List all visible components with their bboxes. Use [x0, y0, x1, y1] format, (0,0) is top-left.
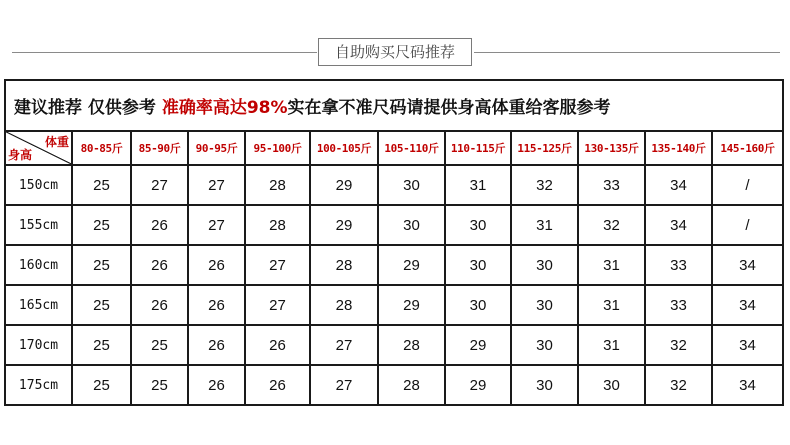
height-cell: 150cm [5, 165, 72, 205]
size-cell: 25 [131, 325, 188, 365]
size-cell: 27 [188, 205, 245, 245]
height-cell: 155cm [5, 205, 72, 245]
size-cell: 29 [310, 165, 378, 205]
table-row [5, 325, 783, 365]
size-cell: 28 [245, 205, 310, 245]
size-cell: 31 [578, 245, 645, 285]
size-cell: 30 [378, 205, 445, 245]
table-row [5, 165, 783, 205]
size-cell: 27 [188, 165, 245, 205]
height-cell: 170cm [5, 325, 72, 365]
size-cell: 27 [245, 245, 310, 285]
size-cell: 30 [445, 285, 511, 325]
size-cell: 26 [131, 205, 188, 245]
size-cell: 28 [310, 285, 378, 325]
size-cell: / [712, 165, 783, 205]
size-cell: 26 [188, 325, 245, 365]
size-cell: 28 [245, 165, 310, 205]
size-cell: 28 [378, 325, 445, 365]
weight-axis-label: 体重 [44, 135, 69, 149]
weight-header-cell: 105-110斤 [378, 131, 445, 165]
weight-header-cell: 100-105斤 [310, 131, 378, 165]
size-cell: 28 [378, 365, 445, 405]
weight-header-cell: 90-95斤 [188, 131, 245, 165]
size-cell: 26 [188, 245, 245, 285]
size-cell: 30 [578, 365, 645, 405]
title-divider-right [474, 52, 780, 53]
weight-header-cell: 145-160斤 [712, 131, 783, 165]
size-cell: 25 [72, 245, 131, 285]
size-cell: 31 [578, 325, 645, 365]
weight-header-cell: 80-85斤 [72, 131, 131, 165]
size-cell: 26 [131, 245, 188, 285]
page-title: 自助购买尺码推荐 [318, 38, 472, 66]
weight-header-row [5, 131, 783, 165]
banner-text: 建议推荐 仅供参考 [14, 98, 162, 118]
size-cell: 27 [245, 285, 310, 325]
size-cell: 26 [188, 285, 245, 325]
weight-header-cell: 85-90斤 [131, 131, 188, 165]
size-cell: 25 [72, 165, 131, 205]
size-cell: 31 [445, 165, 511, 205]
size-cell: 32 [578, 205, 645, 245]
size-cell: 30 [378, 165, 445, 205]
size-cell: 29 [378, 285, 445, 325]
height-axis-label: 身高 [8, 148, 33, 162]
size-cell: 29 [445, 325, 511, 365]
size-cell: 29 [445, 365, 511, 405]
size-cell: 34 [712, 245, 783, 285]
size-cell: 33 [645, 285, 712, 325]
size-cell: 34 [712, 325, 783, 365]
size-cell: 27 [310, 365, 378, 405]
size-cell: 29 [378, 245, 445, 285]
size-cell: 30 [445, 245, 511, 285]
size-cell: 30 [511, 325, 578, 365]
size-cell: 28 [310, 245, 378, 285]
size-cell: 30 [511, 245, 578, 285]
banner-accuracy: 准确率高达98% [161, 98, 288, 118]
size-cell: / [712, 205, 783, 245]
table-row [5, 365, 783, 405]
table-row [5, 245, 783, 285]
size-cell: 32 [645, 365, 712, 405]
title-divider-left [12, 52, 317, 53]
size-cell: 30 [445, 205, 511, 245]
height-cell: 165cm [5, 285, 72, 325]
weight-header-cell: 135-140斤 [645, 131, 712, 165]
size-cell: 25 [131, 365, 188, 405]
size-cell: 32 [511, 165, 578, 205]
size-cell: 30 [511, 365, 578, 405]
corner-header [5, 131, 72, 165]
size-cell: 26 [188, 365, 245, 405]
size-cell: 25 [72, 205, 131, 245]
weight-header-cell: 110-115斤 [445, 131, 511, 165]
size-cell: 25 [72, 285, 131, 325]
weight-header-cell: 95-100斤 [245, 131, 310, 165]
recommendation-banner [5, 80, 783, 131]
size-cell: 32 [645, 325, 712, 365]
size-cell: 26 [245, 325, 310, 365]
size-cell: 33 [645, 245, 712, 285]
size-cell: 34 [645, 205, 712, 245]
size-cell: 27 [310, 325, 378, 365]
height-cell: 160cm [5, 245, 72, 285]
size-cell: 25 [72, 365, 131, 405]
weight-header-cell: 130-135斤 [578, 131, 645, 165]
size-cell: 26 [131, 285, 188, 325]
size-cell: 34 [645, 165, 712, 205]
height-cell: 175cm [5, 365, 72, 405]
title-bar [0, 38, 790, 68]
table-row [5, 205, 783, 245]
size-cell: 25 [72, 325, 131, 365]
size-cell: 26 [245, 365, 310, 405]
table-row [5, 285, 783, 325]
size-cell: 31 [578, 285, 645, 325]
size-chart-table [4, 79, 784, 406]
size-cell: 34 [712, 285, 783, 325]
size-cell: 27 [131, 165, 188, 205]
weight-header-cell: 115-125斤 [511, 131, 578, 165]
banner-contact-note: 实在拿不准尺码请提供身高体重给客服参考 [287, 98, 611, 118]
size-cell: 33 [578, 165, 645, 205]
size-cell: 30 [511, 285, 578, 325]
size-cell: 31 [511, 205, 578, 245]
size-cell: 29 [310, 205, 378, 245]
size-cell: 34 [712, 365, 783, 405]
